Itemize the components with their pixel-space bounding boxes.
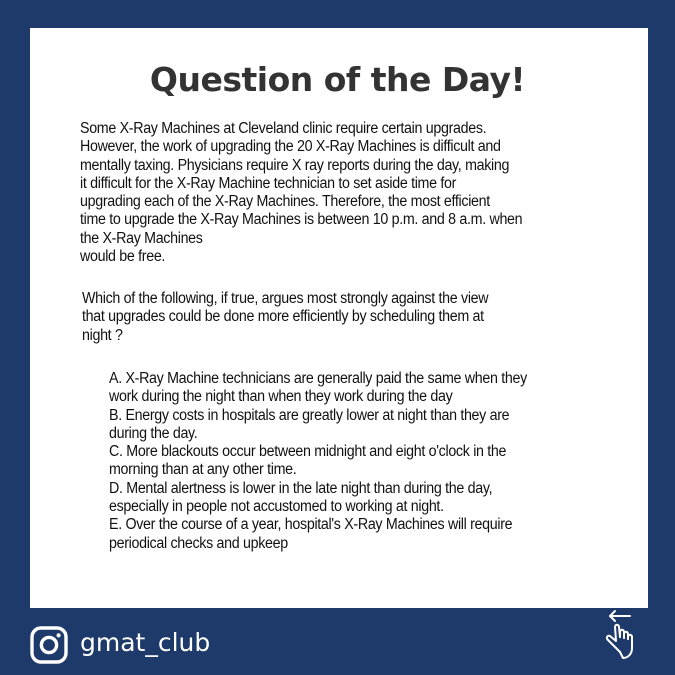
option-b-line: B. Energy costs in hospitals are greatly lower at night than they are	[109, 406, 510, 424]
swipe-hand-icon[interactable]	[598, 608, 648, 664]
passage-line: it difficult for the X-Ray Machine technician to set aside time for	[80, 174, 457, 192]
question-line: night ?	[82, 326, 123, 344]
option-a-line: work during the night than when they work during the day	[109, 388, 453, 406]
passage-line: would be free.	[80, 248, 166, 266]
passage-line: Some X-Ray Machines at Cleveland clinic require certain upgrades.	[80, 120, 487, 137]
instagram-icon[interactable]	[30, 626, 68, 664]
option-d-line: especially in people not accustomed to working at night.	[109, 498, 444, 516]
passage-line: upgrading each of the X-Ray Machines. Therefore, the most efficient	[80, 193, 490, 211]
option-c-line: morning than at any other time.	[109, 461, 297, 479]
page-title: Question of the Day!	[149, 60, 526, 99]
option-b-line: during the day.	[109, 424, 198, 442]
question-line: that upgrades could be done more efficiently by scheduling them at	[82, 308, 484, 326]
instagram-handle[interactable]: gmat_club	[80, 628, 211, 657]
passage-line: However, the work of upgrading the 20 X-Ray Machines is difficult and	[80, 138, 501, 156]
passage-line: the X-Ray Machines	[80, 229, 203, 247]
question-stem	[82, 290, 588, 345]
answer-options	[109, 370, 610, 553]
option-a-line: A. X-Ray Machine technicians are generally paid the same when they	[109, 370, 527, 387]
option-e-line: E. Over the course of a year, hospital's X-Ray Machines will require	[109, 516, 513, 534]
option-d-line: D. Mental alertness is lower in the late night than during the day,	[109, 479, 493, 497]
option-e-line: periodical checks and upkeep	[109, 534, 288, 552]
passage	[80, 120, 609, 266]
passage-line: mentally taxing. Physicians require X ray reports during the day, making	[80, 156, 510, 174]
question-line: Which of the following, if true, argues most strongly against the view	[82, 290, 489, 307]
passage-line: time to upgrade the X-Ray Machines is between 10 p.m. and 8 a.m. when	[80, 211, 523, 229]
option-c-line: C. More blackouts occur between midnight and eight o'clock in the	[109, 443, 507, 461]
